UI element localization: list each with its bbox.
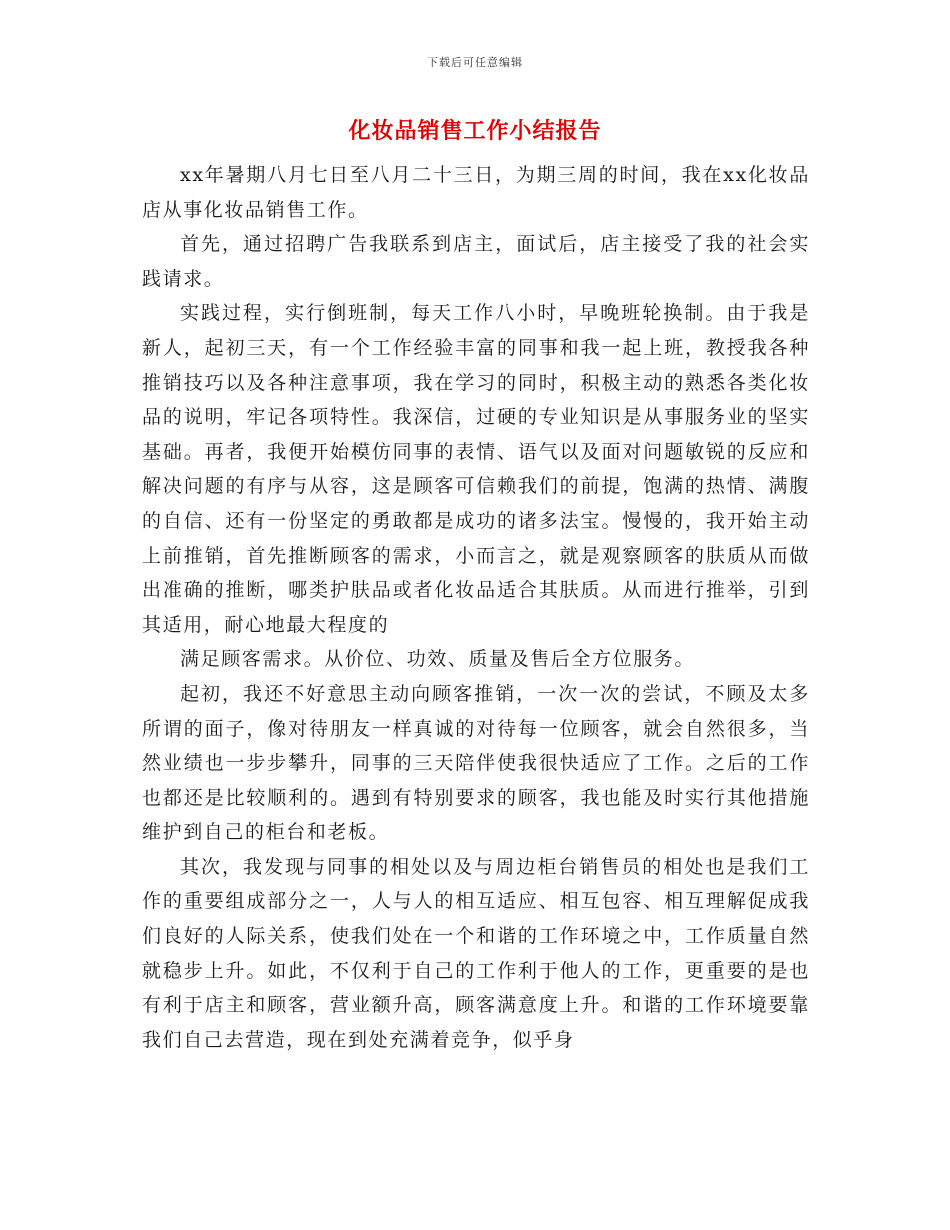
document-title: 化妆品销售工作小结报告 [348,118,602,144]
document-body [142,158,810,1057]
paragraph-3: 实践过程，实行倒班制，每天工作八小时，早晚班轮换制。由于我是新人，起初三天，有一个工作经验丰富的同事和我一起上班，教授我各种推销技巧以及各种注意事项，我在学习的同时，积极主动的熟悉各类化妆品的说明，牢记各项特性。我深信，过硬的专业知识是从事服务业的坚实基础。再者，我便开始模仿同事的表情、语气以及面对问题敏锐的反应和解决问题的有序与从容，这是顾客可信赖我们的前提，饱满的热情、满腹的自信、还有一份坚定的勇敢都是成功的诸多法宝。慢慢的，我开始主动上前推销，首先推断顾客的需求，小而言之，就是观察顾客的肤质从而做出准确的推断，哪类护肤品或者化妆品适合其肤质。从而进行推举，引到其适用，耐心地最大程度的 [142,302,810,636]
paragraph-5: 起初，我还不好意思主动向顾客推销，一次一次的尝试，不顾及太多所谓的面子，像对待朋友一样真诚的对待每一位顾客，就会自然很多，当然业绩也一步步攀升，同事的三天陪伴使我很快适应了工作。之后的工作也都还是比较顺利的。遇到有特别要求的顾客，我也能及时实行其他措施维护到自己的柜台和老板。 [142,682,810,844]
paragraph-2: 首先，通过招聘广告我联系到店主，面试后，店主接受了我的社会实践请求。 [142,233,810,290]
paragraph-4: 满足顾客需求。从价位、功效、质量及售后全方位服务。 [180,648,696,671]
paragraph-6: 其次，我发现与同事的相处以及与周边柜台销售员的相处也是我们工作的重要组成部分之一，人与人的相互适应、相互包容、相互理解促成我们良好的人际关系，使我们处在一个和谐的工作环境之中，工作质量自然就稳步上升。如此，不仅利于自己的工作利于他人的工作，更重要的是也有利于店主和顾客，营业额升高，顾客满意度上升。和谐的工作环境要靠我们自己去营造，现在到处充满着竞争，似乎身 [142,855,810,1051]
paragraph-1: xx年暑期八月七日至八月二十三日，为期三周的时间，我在xx化妆品店从事化妆品销售工作。 [142,164,810,221]
header-note: 下载后可任意编辑 [427,56,523,69]
